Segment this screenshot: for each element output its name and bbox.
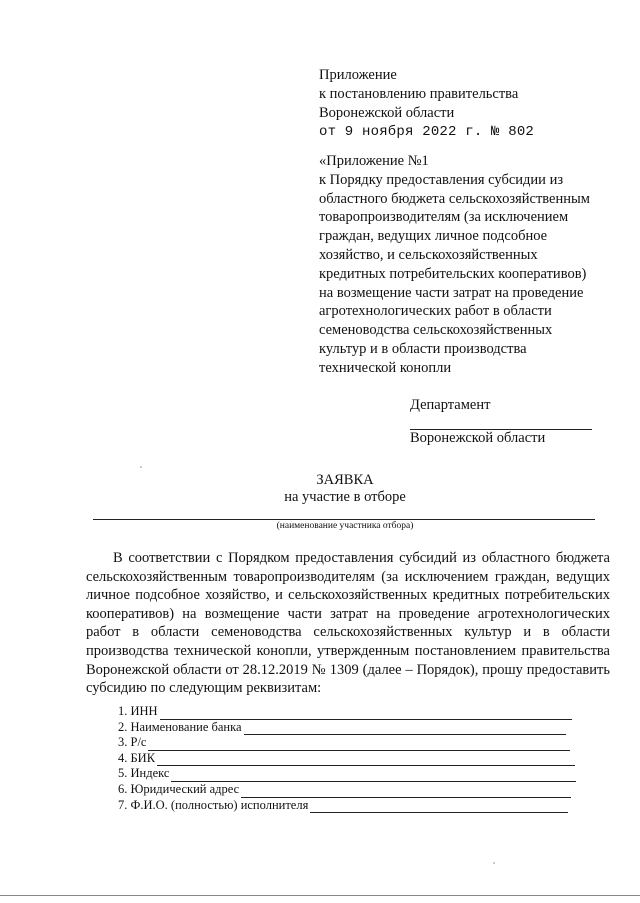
requisite-row bbox=[118, 720, 576, 736]
requisite-label: 4. БИК bbox=[118, 750, 156, 765]
requisite-label: 6. Юридический адрес bbox=[118, 781, 240, 796]
requisite-label: 3. Р/с bbox=[118, 735, 147, 750]
header-line-1: Приложение bbox=[319, 67, 397, 83]
requisite-blank-line bbox=[160, 708, 572, 720]
appendix-line: граждан, ведущих личное подсобное bbox=[319, 228, 548, 245]
appendix-line: хозяйство, и сельскохозяйственных bbox=[319, 246, 538, 263]
application-subtitle: на участие в отборе bbox=[284, 489, 406, 505]
requisite-label: 2. Наименование банка bbox=[118, 719, 242, 734]
scan-edge-line bbox=[0, 895, 640, 896]
requisite-blank-line bbox=[171, 770, 576, 782]
requisite-label: 1. ИНН bbox=[118, 704, 158, 718]
header-line-2: к постановлению правительства bbox=[319, 86, 519, 102]
participant-name-caption: (наименование участника отбора) bbox=[276, 521, 414, 531]
appendix-line: кредитных потребительских кооперативов) bbox=[319, 265, 587, 282]
appendix-line: к Порядку предоставления субсидии из bbox=[319, 171, 564, 188]
requisite-blank-line bbox=[148, 739, 570, 751]
appendix-line: на возмещение части затрат на проведение bbox=[319, 284, 584, 301]
appendix-block bbox=[319, 152, 619, 378]
header-line-3: Воронежской области bbox=[319, 105, 455, 121]
requisite-blank-line bbox=[244, 723, 566, 735]
appendix-line: «Приложение №1 bbox=[319, 153, 429, 169]
requisite-row bbox=[118, 782, 576, 798]
requisites-list bbox=[118, 704, 576, 813]
requisite-row bbox=[118, 766, 576, 782]
requisite-blank-line bbox=[241, 786, 571, 798]
requisite-blank-line bbox=[157, 754, 575, 766]
appendix-line: областного бюджета сельскохозяйственным bbox=[319, 190, 590, 207]
requisite-label: 7. Ф.И.О. (полностью) исполнителя bbox=[118, 797, 309, 812]
resolution-header bbox=[319, 66, 534, 142]
appendix-line: культур и в области производства bbox=[319, 340, 527, 357]
appendix-line: семеноводства сельскохозяйственных bbox=[319, 322, 553, 339]
participant-name-line bbox=[93, 519, 595, 520]
header-date-number: от 9 ноября 2022 г. № 802 bbox=[319, 124, 535, 140]
appendix-line: товаропроизводителям (за исключением bbox=[319, 209, 569, 226]
recipient-region: Воронежской области bbox=[410, 430, 546, 446]
requisite-label: 5. Индекс bbox=[118, 766, 170, 781]
requisite-row bbox=[118, 704, 576, 720]
scan-speck bbox=[140, 466, 142, 468]
application-title: ЗАЯВКА bbox=[316, 472, 374, 488]
appendix-line: технической конопли bbox=[319, 359, 452, 376]
requisite-row bbox=[118, 751, 576, 767]
requisite-blank-line bbox=[310, 801, 568, 813]
application-body: В соответствии с Порядком предоставления субсидий из областного бюджета сельскохозяйственным товаропроизводителям (за исключением граждан, ведущих личное подсобное хозяйство, и сельскохозяйственных кредитных потребительских кооперативов) на возмещение части затрат на проведение агротехнологических работ в области семеноводства сельскохозяйственных культур и в области производства технической конопли, утвержденным постановлением правительства Воронежской области от 28.12.2019 № 1309 (далее – Порядок), прошу предоставить субсидию по следующим реквизитам: bbox=[86, 550, 610, 697]
scan-speck bbox=[493, 862, 495, 864]
recipient-department: Департамент bbox=[410, 397, 491, 413]
appendix-line: агротехнологических работ в области bbox=[319, 303, 552, 320]
requisite-row bbox=[118, 735, 576, 751]
requisite-row bbox=[118, 798, 576, 814]
